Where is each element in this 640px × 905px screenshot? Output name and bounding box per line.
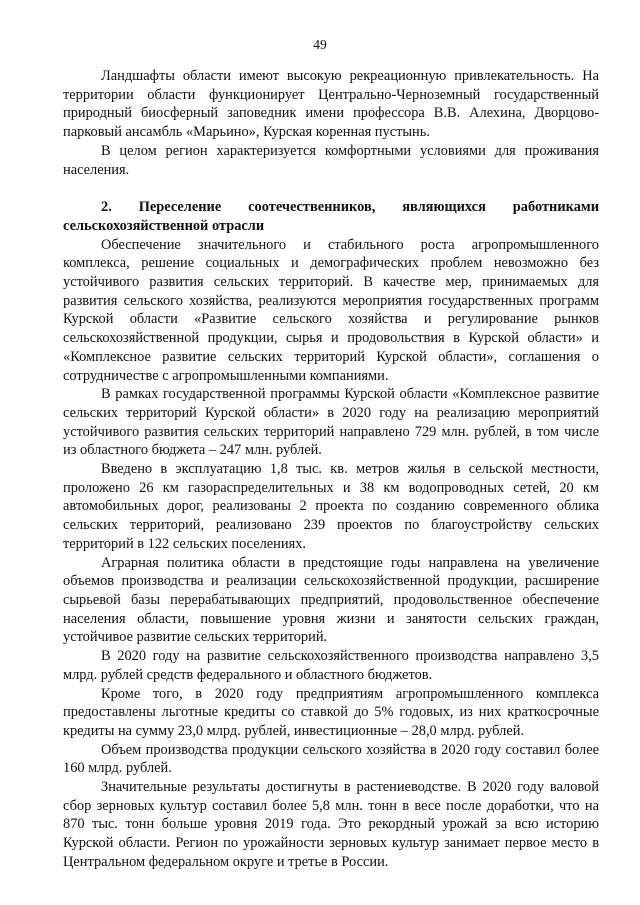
paragraph-budget-funding: В 2020 году на развитие сельскохозяйственного производства направлено 3,5 млрд. рублей средств федерального и областного бюджетов.	[63, 648, 599, 683]
page-number: 49	[313, 37, 327, 52]
paragraph-agrarian-policy: Аграрная политика области в предстоящие годы направлена на увеличение объемов производства и реализации сельскохозяйственной продукции, расширение сырьевой базы перерабатывающих предприятий, продовольственное обеспечение населения области, повышение уровня жизни и занятости сельских граждан, устойчивое развитие сельских территорий.	[63, 554, 599, 646]
paragraph-housing-infrastructure: Введено в эксплуатацию 1,8 тыс. кв. метров жилья в сельской местности, проложено 26 км газораспределительных и 38 км водопроводных сетей, 20 км автомобильных дорог, реализованы 2 проекта по созданию современного облика сельских территорий, реализовано 239 проектов по благоустройству сельских территорий в 122 сельских поселениях.	[63, 461, 599, 552]
paragraph-preferential-credits: Кроме того, в 2020 году предприятиям агропромышленного комплекса предоставлены льготные кредиты со ставкой до 5% годовых, из них краткосрочные кредиты на сумму 23,0 млрд. рублей, инвестиционные – 28,0 млрд. рублей.	[63, 685, 599, 739]
paragraph-crop-results: Значительные результаты достигнуты в растениеводстве. В 2020 году валовой сбор зерновых культур составил более 5,8 млн. тонн в весе после доработки, что на 870 тыс. тонн больше уровня 2019 года. Это рекордный урожай за всю историю Курской области. Регион по урожайности зерновых культур занимает первое место в Центральном федеральном округе и третье в России.	[63, 779, 599, 870]
paragraph-comfortable-conditions: В целом регион характеризуется комфортными условиями для проживания населения.	[63, 142, 599, 178]
paragraph-landscapes: Ландшафты области имеют высокую рекреационную привлекательность. На территории области функционирует Центрально-Черноземный государственный природный биосферный заповедник имени профессора В.В. Алехина, Дворцово-парковый ансамбль «Марьино», Курская коренная пустынь.	[63, 68, 599, 141]
paragraph-agro-development: Обеспечение значительного и стабильного роста агропромышленного комплекса, решение социальных и демографических проблем невозможно без устойчивого развития сельских территорий. В качестве мер, принимаемых для развития сельского хозяйства, реализуются мероприятия государственных программ Курской области «Развитие сельского хозяйства и регулирование рынков сельскохозяйственной продукции, сырья и продовольствия в Курской области» и «Комплексное развитие сельских территорий Курской области», соглашения о сотрудничестве с агропромышленными компаниями.	[63, 236, 599, 384]
document-body	[63, 67, 599, 872]
paragraph-production-volume: Объем производства продукции сельского хозяйства в 2020 году составил более 160 млрд. рублей.	[63, 741, 599, 777]
paragraph-state-program: В рамках государственной программы Курской области «Комплексное развитие сельских территорий Курской области» в 2020 году на реализацию мероприятий устойчивого развития сельских территорий направлено 729 млн. рублей, в том числе из областного бюджета – 247 млн. рублей.	[63, 386, 599, 459]
section-heading: 2. Переселение соотечественников, являющихся работниками сельскохозяйственной отрасли	[63, 199, 599, 234]
